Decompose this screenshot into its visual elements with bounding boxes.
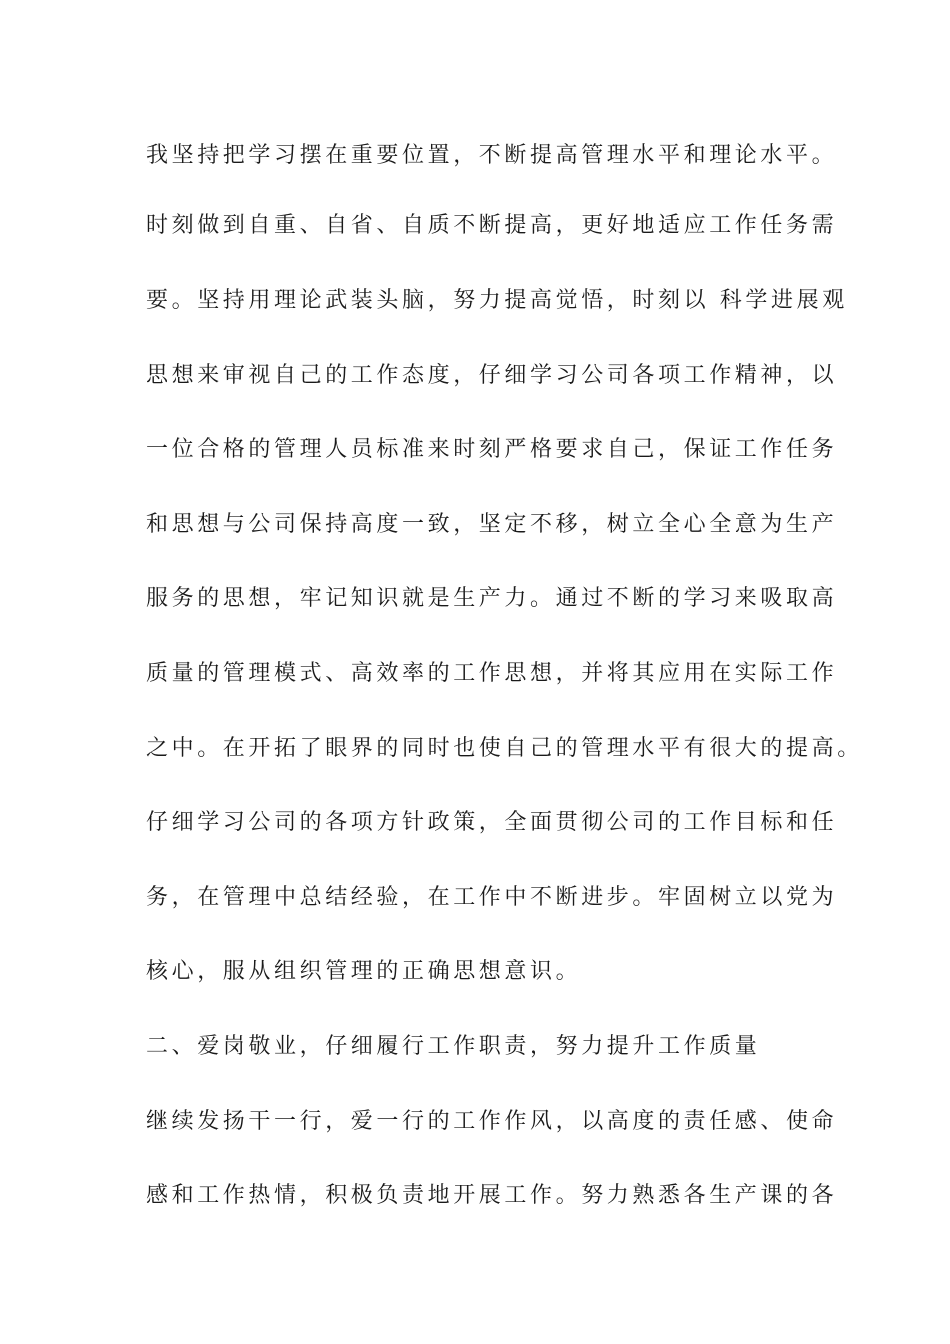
paragraph-line: 和思想与公司保持高度一致，坚定不移，树立全心全意为生产 [146,512,838,537]
paragraph-line: 时刻做到自重、自省、自质不断提高，更好地适应工作任务需 [146,213,838,238]
paragraph-line: 仔细学习公司的各项方针政策，全面贯彻公司的工作目标和任 [146,810,838,835]
paragraph-line: 服务的思想，牢记知识就是生产力。通过不断的学习来吸取高 [146,586,838,611]
paragraph-line: 感和工作热情，积极负责地开展工作。努力熟悉各生产课的各 [146,1183,838,1208]
paragraph-line: 继续发扬干一行，爱一行的工作作风，以高度的责任感、使命 [146,1109,838,1134]
paragraph-line: 核心，服从组织管理的正确思想意识。 [146,959,582,984]
paragraph-line: 质量的管理模式、高效率的工作思想，并将其应用在实际工作 [146,661,838,686]
paragraph-line: 务，在管理中总结经验，在工作中不断进步。牢固树立以党为 [146,885,838,910]
paragraph-line: 要。坚持用理论武装头脑，努力提高觉悟，时刻以 科学进展观 [146,288,848,313]
paragraph-line: 思想来审视自己的工作态度，仔细学习公司各项工作精神，以 [146,363,838,388]
paragraph-line: 我坚持把学习摆在重要位置，不断提高管理水平和理论水平。 [146,143,838,168]
section-heading: 二、爱岗敬业，仔细履行工作职责，努力提升工作质量 [146,1034,761,1059]
paragraph-line: 之中。在开拓了眼界的同时也使自己的管理水平有很大的提高。 [146,736,863,761]
paragraph-line: 一位合格的管理人员标准来时刻严格要求自己，保证工作任务 [146,437,838,462]
